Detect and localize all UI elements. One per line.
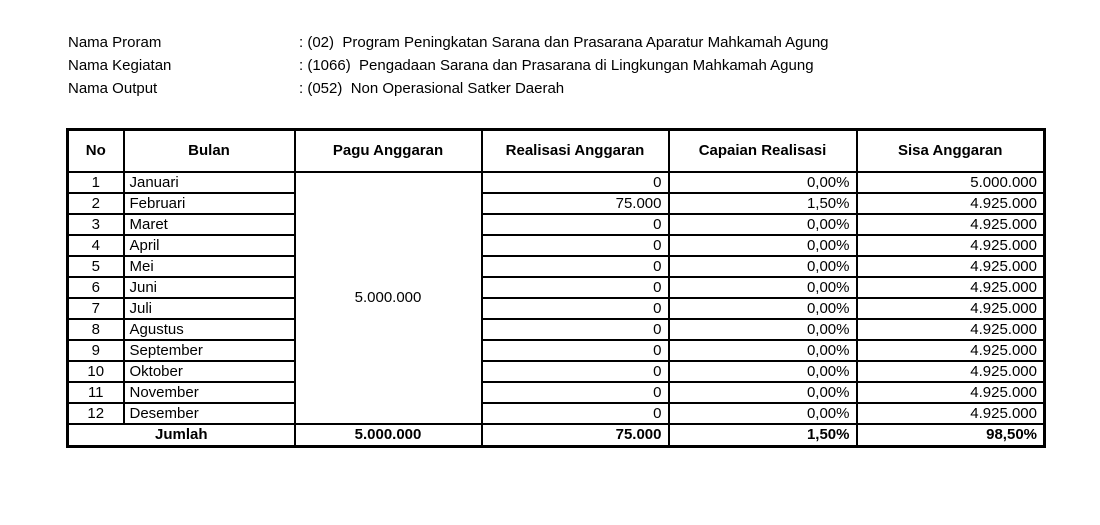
cell-capaian: 0,00%	[669, 340, 857, 361]
table-row	[68, 298, 1045, 319]
cell-pagu-merged: 5.000.000	[295, 172, 482, 424]
cell-capaian: 1,50%	[669, 193, 857, 214]
cell-no: 4	[68, 235, 124, 256]
table-row	[68, 172, 1045, 193]
table-row	[68, 340, 1045, 361]
cell-realisasi: 0	[482, 256, 669, 277]
cell-sisa: 4.925.000	[857, 298, 1045, 319]
cell-sisa: 4.925.000	[857, 235, 1045, 256]
budget-realization-table	[66, 128, 1046, 448]
cell-no: 2	[68, 193, 124, 214]
column-header-no: No	[68, 130, 124, 172]
cell-bulan: September	[124, 340, 295, 361]
cell-realisasi: 0	[482, 319, 669, 340]
column-header-capaian-realisasi: Capaian Realisasi	[669, 130, 857, 172]
cell-no: 7	[68, 298, 124, 319]
table-row	[68, 403, 1045, 424]
cell-realisasi: 0	[482, 298, 669, 319]
cell-bulan: Februari	[124, 193, 295, 214]
cell-realisasi: 75.000	[482, 193, 669, 214]
cell-bulan: Mei	[124, 256, 295, 277]
report-header	[68, 31, 829, 100]
table-row	[68, 277, 1045, 298]
table-footer-row	[68, 424, 1045, 447]
cell-sisa: 4.925.000	[857, 382, 1045, 403]
footer-capaian: 1,50%	[669, 424, 857, 447]
cell-realisasi: 0	[482, 361, 669, 382]
meta-row-kegiatan	[68, 54, 829, 77]
cell-no: 3	[68, 214, 124, 235]
meta-row-output	[68, 77, 829, 100]
cell-realisasi: 0	[482, 214, 669, 235]
table-row	[68, 382, 1045, 403]
cell-capaian: 0,00%	[669, 361, 857, 382]
output-label: Nama Output	[68, 80, 158, 97]
program-value: (02) Program Peningkatan Sarana dan Prasarana Aparatur Mahkamah Agung	[303, 34, 829, 51]
cell-sisa: 4.925.000	[857, 214, 1045, 235]
column-header-bulan: Bulan	[124, 130, 295, 172]
cell-bulan: Desember	[124, 403, 295, 424]
cell-realisasi: 0	[482, 277, 669, 298]
footer-sisa: 98,50%	[857, 424, 1045, 447]
cell-realisasi: 0	[482, 403, 669, 424]
footer-pagu: 5.000.000	[295, 424, 482, 447]
cell-no: 9	[68, 340, 124, 361]
cell-no: 10	[68, 361, 124, 382]
cell-capaian: 0,00%	[669, 298, 857, 319]
cell-bulan: April	[124, 235, 295, 256]
column-header-realisasi-anggaran: Realisasi Anggaran	[482, 130, 669, 172]
cell-no: 12	[68, 403, 124, 424]
table-row	[68, 256, 1045, 277]
meta-row-program	[68, 31, 829, 54]
column-header-sisa-anggaran: Sisa Anggaran	[857, 130, 1045, 172]
cell-capaian: 0,00%	[669, 172, 857, 193]
column-header-pagu-anggaran: Pagu Anggaran	[295, 130, 482, 172]
cell-sisa: 4.925.000	[857, 319, 1045, 340]
cell-bulan: Agustus	[124, 319, 295, 340]
cell-bulan: Maret	[124, 214, 295, 235]
cell-sisa: 4.925.000	[857, 340, 1045, 361]
program-label: Nama Proram	[68, 34, 162, 51]
cell-capaian: 0,00%	[669, 214, 857, 235]
table-row	[68, 361, 1045, 382]
cell-capaian: 0,00%	[669, 319, 857, 340]
cell-no: 8	[68, 319, 124, 340]
program-colon: :	[299, 34, 304, 51]
cell-capaian: 0,00%	[669, 403, 857, 424]
cell-bulan: Oktober	[124, 361, 295, 382]
kegiatan-colon: :	[299, 57, 304, 74]
table-row	[68, 214, 1045, 235]
cell-sisa: 4.925.000	[857, 361, 1045, 382]
table-row	[68, 193, 1045, 214]
cell-bulan: November	[124, 382, 295, 403]
cell-no: 11	[68, 382, 124, 403]
output-value: (052) Non Operasional Satker Daerah	[303, 80, 565, 97]
cell-bulan: Juni	[124, 277, 295, 298]
cell-realisasi: 0	[482, 340, 669, 361]
cell-realisasi: 0	[482, 382, 669, 403]
cell-bulan: Juli	[124, 298, 295, 319]
cell-sisa: 4.925.000	[857, 193, 1045, 214]
kegiatan-label: Nama Kegiatan	[68, 57, 172, 74]
cell-capaian: 0,00%	[669, 382, 857, 403]
cell-realisasi: 0	[482, 235, 669, 256]
table-header-row	[68, 130, 1045, 172]
cell-sisa: 5.000.000	[857, 172, 1045, 193]
footer-realisasi: 75.000	[482, 424, 669, 447]
footer-label: Jumlah	[68, 424, 295, 447]
cell-sisa: 4.925.000	[857, 256, 1045, 277]
cell-sisa: 4.925.000	[857, 277, 1045, 298]
table-row	[68, 319, 1045, 340]
cell-capaian: 0,00%	[669, 256, 857, 277]
cell-realisasi: 0	[482, 172, 669, 193]
output-colon: :	[299, 80, 304, 97]
cell-sisa: 4.925.000	[857, 403, 1045, 424]
cell-no: 5	[68, 256, 124, 277]
cell-capaian: 0,00%	[669, 277, 857, 298]
cell-capaian: 0,00%	[669, 235, 857, 256]
kegiatan-value: (1066) Pengadaan Sarana dan Prasarana di Lingkungan Mahkamah Agung	[303, 57, 814, 74]
table-row	[68, 235, 1045, 256]
cell-bulan: Januari	[124, 172, 295, 193]
cell-no: 1	[68, 172, 124, 193]
cell-no: 6	[68, 277, 124, 298]
